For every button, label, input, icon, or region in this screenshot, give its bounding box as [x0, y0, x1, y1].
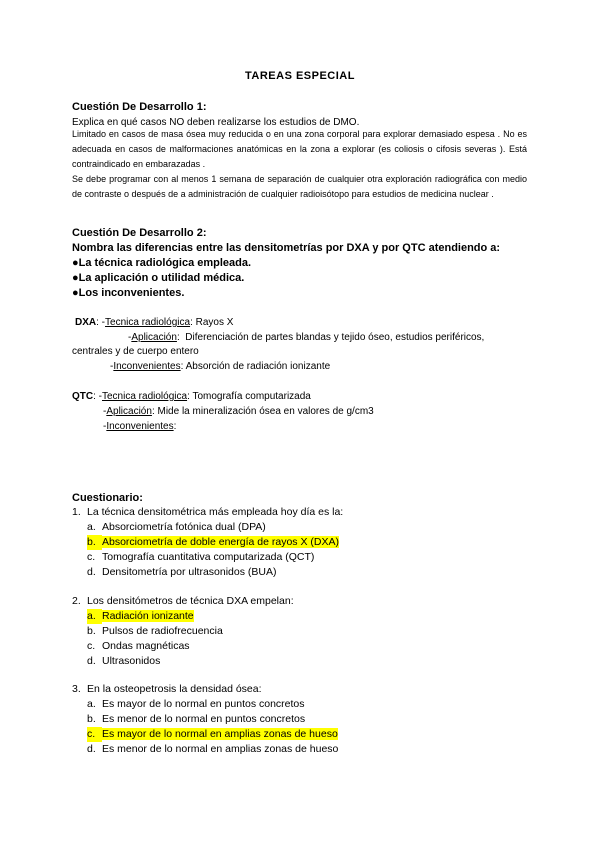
- option-text: Ondas magnéticas: [102, 640, 190, 652]
- q1-option-c: [87, 550, 314, 565]
- option-text: Es menor de lo normal en puntos concretos: [102, 713, 306, 725]
- qtc-tecnica-value: Tomografía computarizada: [192, 391, 311, 402]
- cuestion2-bullet-1: ●La técnica radiológica empleada.: [72, 257, 252, 269]
- option-letter: a.: [87, 698, 96, 710]
- question-text: En la osteopetrosis la densidad ósea:: [87, 683, 262, 695]
- question-2: [72, 594, 294, 609]
- question-text: Los densitómetros de técnica DXA empelan:: [87, 595, 294, 607]
- option-text: Tomografía cuantitativa computarizada (QCT): [102, 551, 315, 563]
- q3-option-d: [87, 742, 338, 757]
- q3-option-c: [87, 727, 338, 742]
- dxa-inconvenientes-label: Inconvenientes: [113, 361, 181, 372]
- q2-option-d: [87, 654, 160, 669]
- option-letter: d.: [87, 566, 96, 578]
- cuestion1-question: Explica en qué casos NO deben realizarse los estudios de DMO.: [72, 117, 360, 128]
- option-text: Pulsos de radiofrecuencia: [102, 625, 223, 637]
- cuestion2-question: Nombra las diferencias entre las densitometrías por DXA y por QTC atendiendo a:: [72, 242, 501, 254]
- option-letter: c.: [87, 727, 102, 742]
- question-number: 1.: [72, 506, 81, 518]
- qtc-aplicacion-row: -Aplicación: Mide la mineralización ósea en valores de g/cm3: [103, 406, 374, 417]
- option-letter: a.: [87, 521, 96, 533]
- question-text: La técnica densitométrica más empleada hoy día es la:: [87, 506, 344, 518]
- question-3: [72, 682, 262, 697]
- question-number: 3.: [72, 683, 81, 695]
- option-text: Es mayor de lo normal en puntos concretos: [102, 698, 305, 710]
- cuestion2-bullet-2: ●La aplicación o utilidad médica.: [72, 272, 245, 284]
- cuestionario-heading: Cuestionario:: [72, 492, 143, 504]
- q3-option-a: [87, 697, 305, 712]
- dxa-tecnica-value: Rayos X: [195, 317, 234, 328]
- cuestion1-answer-p2: Se debe programar con al menos 1 semana de separación de cualquier otra exploración radiográfica con medio de contraste o después de a administración de cualquier radioisótopo para estudios de medicina nuclear .: [72, 174, 527, 199]
- cuestion2-heading: Cuestión De Desarrollo 2:: [72, 227, 207, 239]
- document-title: TAREAS ESPECIAL: [245, 70, 355, 82]
- question-number: 2.: [72, 595, 81, 607]
- dxa-tecnica-label: Tecnica radiológica: [105, 317, 191, 328]
- option-letter: d.: [87, 743, 96, 755]
- q1-option-d: [87, 565, 277, 580]
- dxa-aplicacion-value-2: centrales y de cuerpo entero: [72, 346, 199, 357]
- option-text: Ultrasonidos: [102, 655, 161, 667]
- qtc-inconvenientes-row: -Inconvenientes:: [103, 421, 177, 432]
- qtc-inconvenientes-label: Inconvenientes: [106, 421, 174, 432]
- q1-option-a: [87, 520, 266, 535]
- cuestion1-answer-p1: Limitado en casos de masa ósea muy reducida o en una zona corporal para explorar demasiado espesa . No es adecuada en casos de malformaciones anatómicas en la zona a explorar (es coliosis o cifosis severas ). Está contraindicado en embarazadas .: [72, 129, 527, 169]
- q2-option-c: [87, 639, 190, 654]
- dxa-label: DXA: [75, 317, 97, 328]
- qtc-label: QTC: [72, 391, 94, 402]
- qtc-tecnica-label: Tecnica radiológica: [102, 391, 188, 402]
- cuestion1-heading: Cuestión De Desarrollo 1:: [72, 101, 207, 113]
- option-letter: b.: [87, 625, 96, 637]
- cuestion2-bullet-3: ●Los inconvenientes.: [72, 287, 185, 299]
- q2-option-a: [87, 609, 194, 624]
- option-text: Absorciometría fotónica dual (DPA): [102, 521, 266, 533]
- q2-option-b: [87, 624, 223, 639]
- option-letter: c.: [87, 551, 96, 563]
- dxa-inconvenientes-row: -Inconvenientes: Absorción de radiación ionizante: [110, 361, 331, 372]
- option-text-highlighted: Absorciometría de doble energía de rayos X (DXA): [102, 536, 339, 548]
- q3-option-b: [87, 712, 305, 727]
- option-text: Es menor de lo normal en amplias zonas de hueso: [102, 743, 339, 755]
- q1-option-b: [87, 535, 339, 550]
- qtc-aplicacion-value: Mide la mineralización ósea en valores de g/cm3: [157, 406, 374, 417]
- dxa-aplicacion-row: -Aplicación: Diferenciación de partes blandas y tejido óseo, estudios periféricos,: [128, 332, 485, 343]
- dxa-aplicacion-label: Aplicación: [131, 332, 177, 343]
- option-letter: b.: [87, 713, 96, 725]
- option-letter: d.: [87, 655, 96, 667]
- option-letter: c.: [87, 640, 96, 652]
- option-text-highlighted: Radiación ionizante: [102, 610, 194, 622]
- dxa-aplicacion-value-1: Diferenciación de partes blandas y tejido óseo, estudios periféricos,: [185, 332, 485, 343]
- question-1: [72, 505, 343, 520]
- dxa-inconvenientes-value: Absorción de radiación ionizante: [185, 361, 331, 372]
- option-letter: a.: [87, 609, 102, 624]
- dxa-tecnica-row: DXA: -Tecnica radiológica: Rayos X: [75, 317, 234, 328]
- option-text: Densitometría por ultrasonidos (BUA): [102, 566, 277, 578]
- qtc-aplicacion-label: Aplicación: [106, 406, 152, 417]
- option-text-highlighted: Es mayor de lo normal en amplias zonas de hueso: [102, 728, 338, 740]
- option-letter: b.: [87, 535, 102, 550]
- qtc-tecnica-row: QTC: -Tecnica radiológica: Tomografía computarizada: [72, 391, 311, 402]
